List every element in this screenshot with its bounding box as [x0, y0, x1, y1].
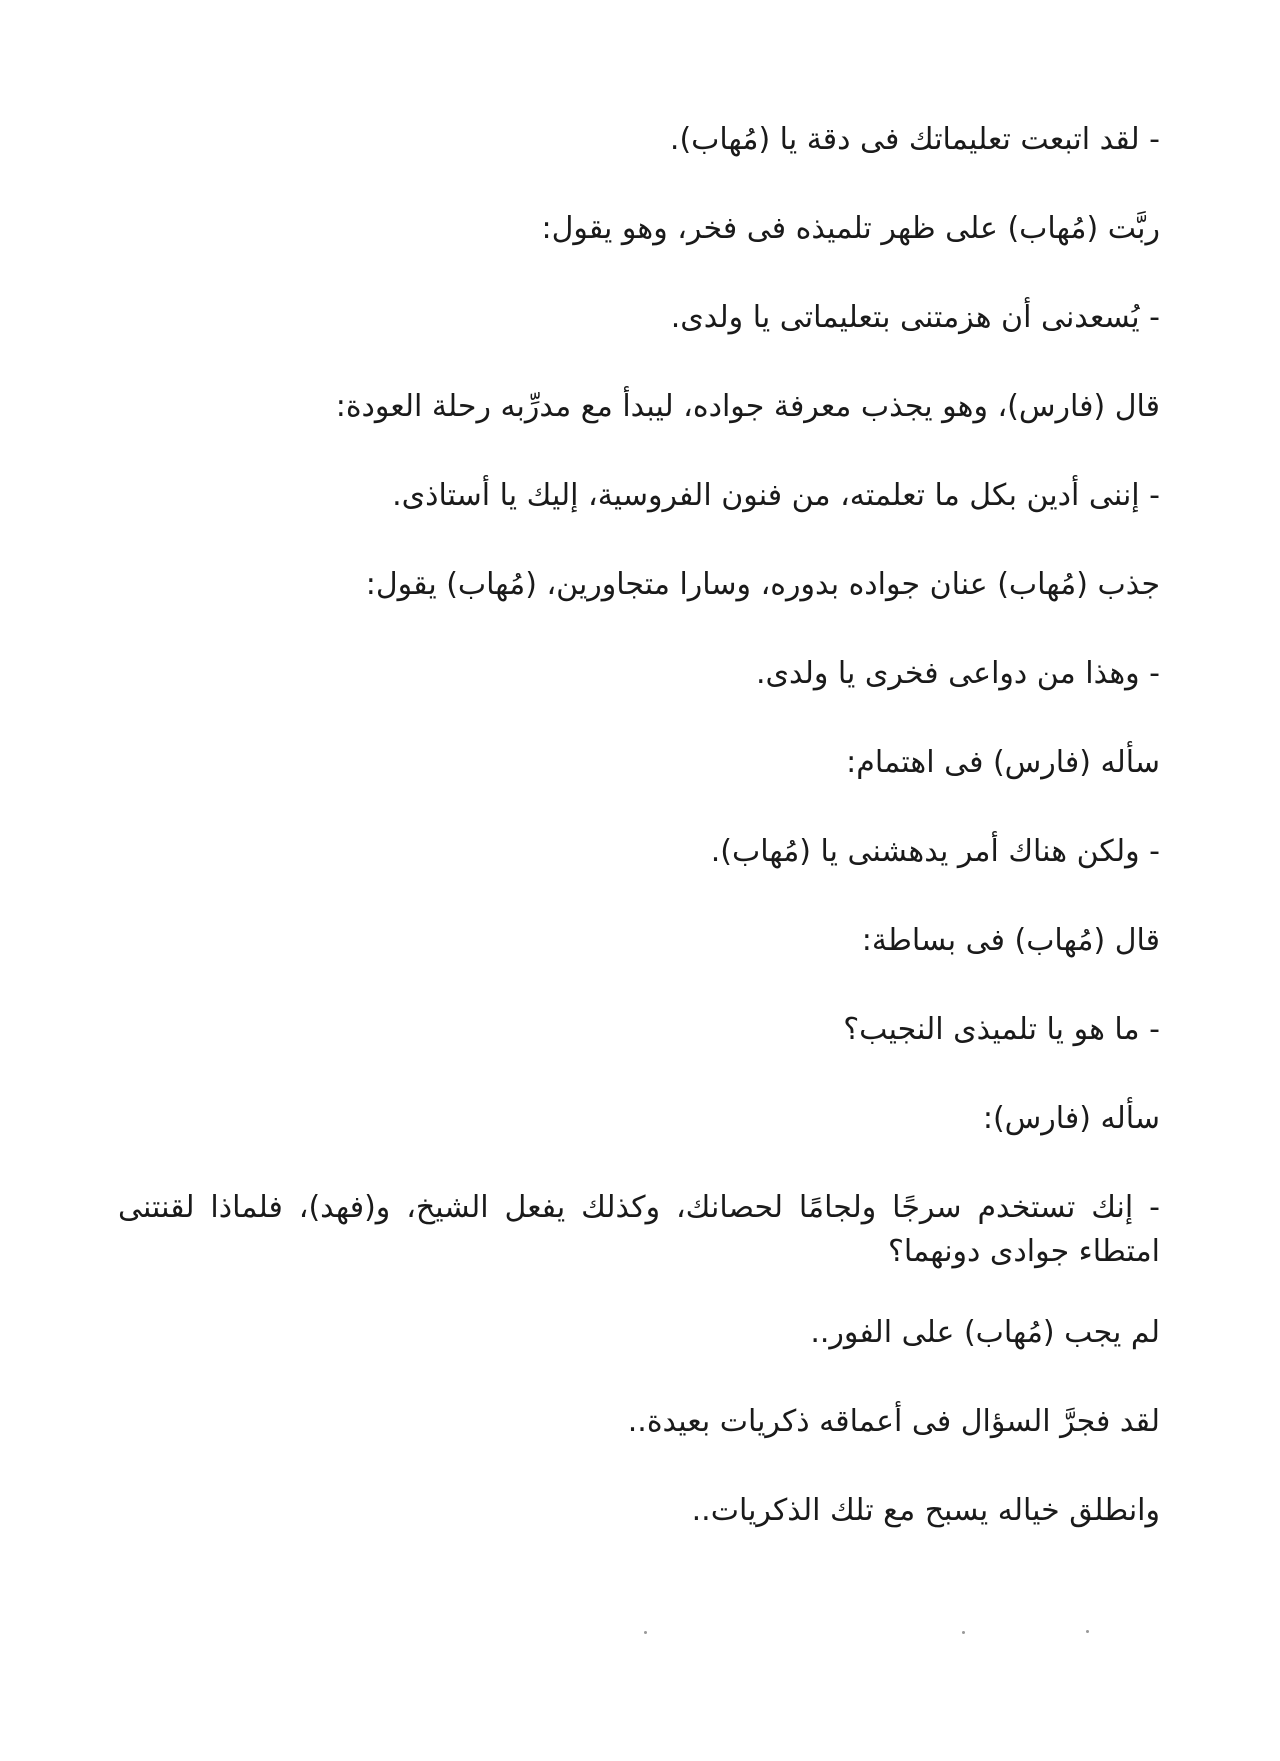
paragraph: سأله (فارس) فى اهتمام:: [846, 745, 1160, 780]
paragraph: - ما هو يا تلميذى النجيب؟: [843, 1012, 1160, 1047]
paragraph: - إننى أدين بكل ما تعلمته، من فنون الفروسية، إليك يا أستاذى.: [392, 478, 1160, 513]
paragraph: سأله (فارس):: [982, 1101, 1160, 1136]
scan-speck: [644, 1631, 647, 1634]
paragraph: جذب (مُهاب) عنان جواده بدوره، وسارا متجاورين، (مُهاب) يقول:: [365, 567, 1160, 602]
scan-speck: [962, 1631, 965, 1634]
paragraph: - وهذا من دواعى فخرى يا ولدى.: [755, 656, 1160, 691]
paragraph: - لقد اتبعت تعليماتك فى دقة يا (مُهاب).: [669, 122, 1160, 157]
paragraph: ربَّت (مُهاب) على ظهر تلميذه فى فخر، وهو يقول:: [541, 211, 1160, 246]
paragraph: قال (فارس)، وهو يجذب معرفة جواده، ليبدأ مع مدرِّبه رحلة العودة:: [335, 389, 1160, 424]
paragraph: - إنك تستخدم سرجًا ولجامًا لحصانك، وكذلك يفعل الشيخ، و(فهد)، فلماذا لقنتنى امتطاء جوادى دونهما؟: [118, 1190, 1160, 1269]
paragraph: وانطلق خياله يسبح مع تلك الذكريات..: [691, 1493, 1160, 1528]
paragraph: - ولكن هناك أمر يدهشنى يا (مُهاب).: [710, 834, 1160, 869]
paragraph: - يُسعدنى أن هزمتنى بتعليماتى يا ولدى.: [670, 300, 1160, 335]
paragraph: لم يجب (مُهاب) على الفور..: [810, 1315, 1160, 1350]
page-body-text: [118, 118, 1160, 1578]
scan-speck: [1086, 1630, 1089, 1633]
paragraph: لقد فجرَّ السؤال فى أعماقه ذكريات بعيدة..: [627, 1404, 1160, 1439]
paragraph: قال (مُهاب) فى بساطة:: [861, 923, 1160, 958]
